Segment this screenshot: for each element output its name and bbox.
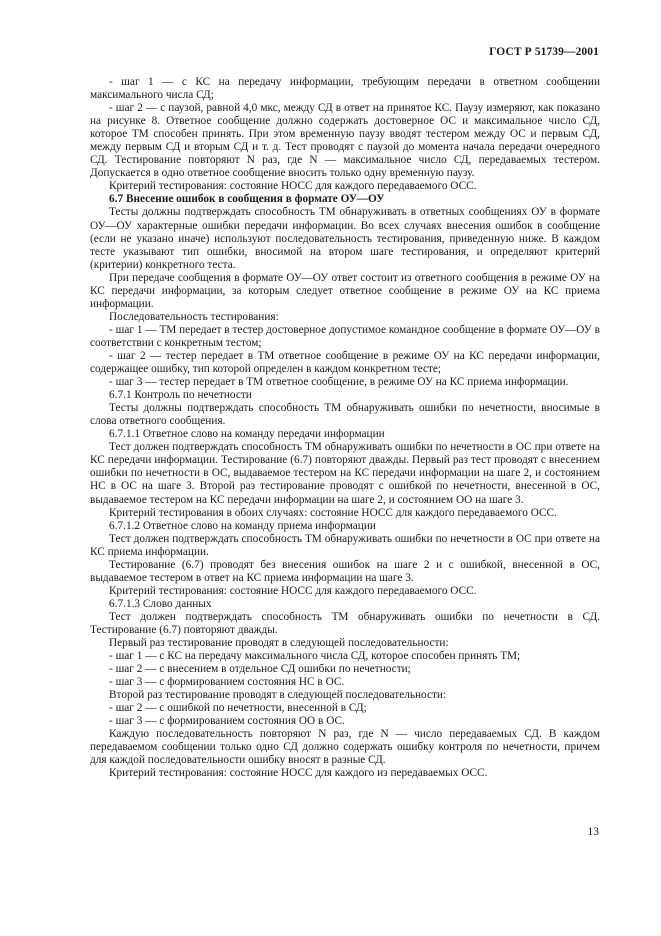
document-body	[90, 76, 600, 781]
paragraph: Критерий тестирования в обоих случаях: состояние НОСС для каждого передаваемого ОСС.	[109, 506, 557, 519]
paragraph: Тест должен подтверждать способность ТМ обнаруживать ошибки по нечетности в ОС при ответе на КС передачи информации. Тестирование (6.7) повторяют дважды. Первый раз тест проводят с внесением ошибки по нечетности в ОС, выдаваемое тестером на КС передачи информации на шаге 2, и состоянием НС в ОС на шаге 3. Второй раз тестирование проводят с ошибкой по нечетности, внесенной в ОС, выдаваемое тестером на КС передачи информации на шаге 2, и состоянием ОО на шаге 3.	[90, 441, 600, 506]
paragraph: Первый раз тестирование проводят в следующей последовательности:	[109, 637, 449, 650]
paragraph: - шаг 3 — с формированием состояния НС в ОС.	[109, 676, 345, 689]
paragraph: Каждую последовательность повторяют N раз, где N — число передаваемых СД. В каждом передаваемом сообщении только одно СД должно содержать ошибку контроля по нечетности, причем для каждой последовательности ошибку вносят в разные СД.	[90, 728, 600, 767]
subsection-heading: 6.7.1.3 Слово данных	[109, 597, 212, 610]
paragraph: Тест должен подтверждать способность ТМ обнаруживать ошибки по нечетности в ОС при ответе на КС приема информации.	[90, 532, 600, 558]
paragraph: - шаг 2 — с ошибкой по нечетности, внесенной в СД;	[109, 702, 367, 715]
paragraph: Тесты должны подтверждать способность ТМ обнаруживать ошибки по нечетности, вносимые в слова ответного сообщения.	[90, 402, 600, 428]
paragraph: - шаг 1 — с КС на передачу максимального числа СД, которое способен принять ТМ;	[109, 650, 521, 663]
subsection-heading: 6.7.1.2 Ответное слово на команду приема информации	[109, 519, 376, 532]
subsection-heading: 6.7.1.1 Ответное слово на команду передачи информации	[109, 428, 385, 441]
paragraph: Критерий тестирования: состояние НОСС для каждого передаваемого ОСС.	[109, 584, 477, 597]
paragraph: - шаг 2 — тестер передает в ТМ ответное сообщение в режиме ОУ на КС передачи информации, содержащее ошибку, тип которой определен в каждом конкретном тесте;	[90, 349, 600, 376]
paragraph: - шаг 3 — тестер передает в ТМ ответное сообщение, в режиме ОУ на КС приема информации.	[109, 376, 569, 389]
paragraph: - шаг 2 — с внесением в отдельное СД ошибки по нечетности;	[109, 663, 411, 676]
paragraph: Критерий тестирования: состояние НОСС для каждого из передаваемых ОСС.	[109, 767, 488, 780]
paragraph: - шаг 1 — ТМ передает в тестер достоверное допустимое командное сообщение в формате ОУ—ОУ в соответствии с конкретным тестом;	[90, 323, 600, 349]
paragraph: Тесты должны подтверждать способность ТМ обнаруживать в ответных сообщениях ОУ в формате ОУ—ОУ характерные ошибки передачи информации. Во всех случаях внесения ошибок в сообщение (если не указано иначе) используют последовательность тестирования, приведенную ниже. В каждом тесте указывают тип ошибки, вносимой на втором шаге тестирования, и определяют критерий (критерии) конкретного теста.	[90, 206, 600, 271]
paragraph: Критерий тестирования: состояние НОСС для каждого передаваемого ОСС.	[109, 180, 477, 193]
paragraph: Тестирование (6.7) проводят без внесения ошибок на шаге 2 и с ошибкой, внесенной в ОС, выдаваемое тестером в ответ на КС приема информации на шаге 3.	[90, 558, 600, 584]
section-heading: 6.7 Внесение ошибок в сообщения в формате ОУ—ОУ	[109, 193, 385, 206]
paragraph: - шаг 2 — с паузой, равной 4,0 мкс, между СД в ответ на принятое КС. Паузу измеряют, как показано на рисунке 8. Ответное сообщение должно содержать достоверное ОС и максимальное число СД, которое ТМ способен принять. При этом временную паузу вводят тестером между ОС и первым СД, между первым СД и вторым СД и т. д. Тест проводят с паузой до момента начала передачи очередного СД. Тестирование повторяют N раз, где N — максимальное число СД, передаваемых тестером. Допускается в одно ответное сообщение вносить только одну временную паузу.	[90, 102, 600, 180]
standard-header: ГОСТ Р 51739—2001	[489, 46, 599, 58]
subsection-heading: 6.7.1 Контроль по нечетности	[109, 389, 252, 402]
page-number: 13	[587, 826, 599, 838]
paragraph: Второй раз тестирование проводят в следующей последовательности:	[109, 689, 447, 702]
paragraph: - шаг 3 — с формированием состояния ОО в ОС.	[109, 715, 345, 728]
paragraph: При передаче сообщения в формате ОУ—ОУ ответ состоит из ответного сообщения в режиме ОУ на КС передачи информации, за которым следует ответное сообщение в режиме ОУ на КС приема информации.	[90, 271, 600, 310]
paragraph: Последовательность тестирования:	[109, 310, 279, 323]
paragraph: - шаг 1 — с КС на передачу информации, требующим передачи в ответном сообщении максимального числа СД;	[90, 76, 600, 102]
paragraph: Тест должен подтверждать способность ТМ обнаруживать ошибки по нечетности в СД. Тестирование (6.7) повторяют дважды.	[90, 610, 600, 636]
